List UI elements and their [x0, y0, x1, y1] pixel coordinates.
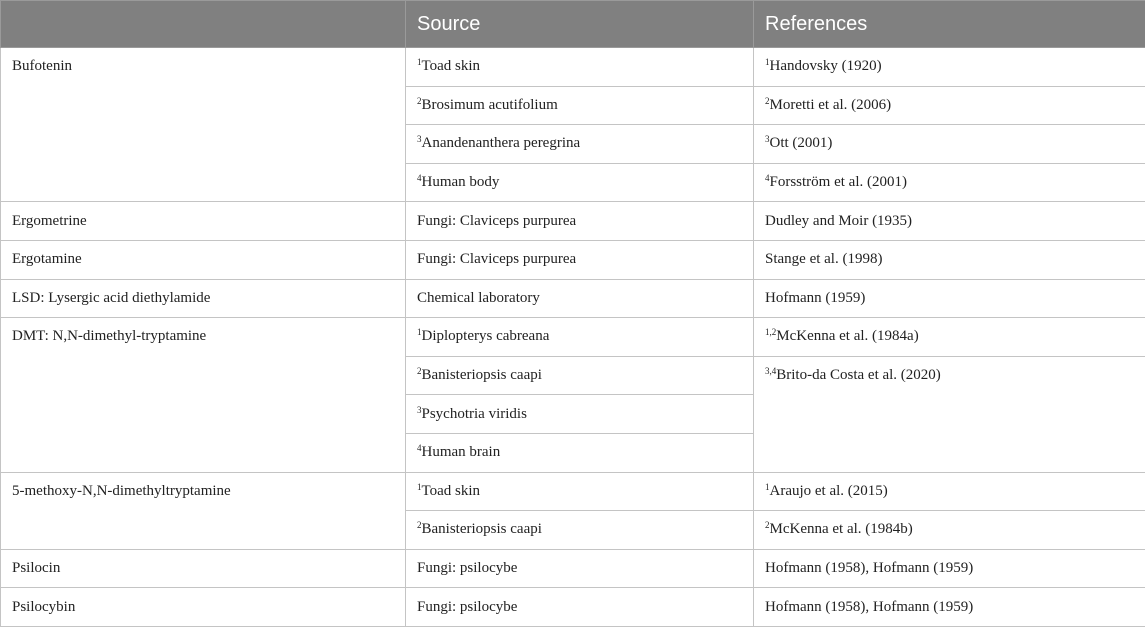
compound-name: Bufotenin	[12, 58, 72, 74]
table-row	[1, 472, 1145, 511]
reference-text: Ott (2001)	[770, 135, 833, 151]
source-cell	[406, 318, 754, 357]
footnote-marker: 1	[417, 482, 422, 492]
reference-cell	[754, 318, 1145, 357]
source-text: Diplopterys cabreana	[422, 328, 550, 344]
reference-cell	[754, 356, 1145, 472]
source-text: Toad skin	[422, 58, 481, 74]
source-cell	[406, 163, 754, 202]
table-row	[1, 318, 1145, 357]
reference-cell	[754, 511, 1145, 550]
reference-text: Brito-da Costa et al. (2020)	[776, 367, 941, 383]
source-text: Banisteriopsis caapi	[422, 521, 542, 537]
source-text: Banisteriopsis caapi	[422, 367, 542, 383]
footnote-marker: 3	[417, 134, 422, 144]
footnote-marker: 1	[417, 57, 422, 67]
source-text: Brosimum acutifolium	[422, 97, 558, 113]
table-row	[1, 588, 1145, 627]
reference-text: McKenna et al. (1984a)	[776, 328, 918, 344]
footnote-marker: 3	[765, 134, 770, 144]
header-compound	[1, 1, 406, 48]
reference-text: Handovsky (1920)	[770, 58, 882, 74]
reference-text: Araujo et al. (2015)	[770, 483, 888, 499]
compound-cell	[1, 318, 406, 472]
reference-cell	[754, 472, 1145, 511]
source-cell: Fungi: psilocybe	[406, 588, 754, 627]
footnote-marker: 1,2	[765, 327, 776, 337]
reference-cell	[754, 125, 1145, 164]
footnote-marker: 1	[765, 482, 770, 492]
source-cell	[406, 356, 754, 395]
footnote-marker: 1	[417, 327, 422, 337]
source-cell: Fungi: Claviceps purpurea	[406, 202, 754, 241]
source-cell	[406, 395, 754, 434]
header-references: References	[754, 1, 1145, 48]
reference-cell	[754, 163, 1145, 202]
compound-name: 5-methoxy-N,N-dimethyltryptamine	[12, 483, 231, 499]
reference-cell	[754, 48, 1145, 87]
source-text: Anandenanthera peregrina	[422, 135, 581, 151]
footnote-marker: 2	[417, 520, 422, 530]
footnote-marker: 1	[765, 57, 770, 67]
compound-cell: Ergometrine	[1, 202, 406, 241]
reference-cell	[754, 86, 1145, 125]
compound-cell: Psilocybin	[1, 588, 406, 627]
source-text: Toad skin	[422, 483, 481, 499]
table-row	[1, 549, 1145, 588]
reference-cell: Hofmann (1958), Hofmann (1959)	[754, 549, 1145, 588]
compound-cell: LSD: Lysergic acid diethylamide	[1, 279, 406, 318]
reference-cell: Dudley and Moir (1935)	[754, 202, 1145, 241]
source-cell: Chemical laboratory	[406, 279, 754, 318]
compound-name: DMT: N,N-dimethyl-tryptamine	[12, 328, 206, 344]
footnote-marker: 2	[765, 520, 770, 530]
reference-cell: Hofmann (1958), Hofmann (1959)	[754, 588, 1145, 627]
table-row	[1, 48, 1145, 87]
source-cell: Fungi: Claviceps purpurea	[406, 240, 754, 279]
footnote-marker: 3,4	[765, 366, 776, 376]
reference-cell: Stange et al. (1998)	[754, 240, 1145, 279]
compound-cell: Ergotamine	[1, 240, 406, 279]
source-cell	[406, 433, 754, 472]
footnote-marker: 2	[417, 366, 422, 376]
footnote-marker: 4	[417, 443, 422, 453]
source-cell	[406, 511, 754, 550]
footnote-marker: 2	[417, 96, 422, 106]
header-row	[1, 1, 1145, 48]
reference-cell: Hofmann (1959)	[754, 279, 1145, 318]
source-cell: Fungi: psilocybe	[406, 549, 754, 588]
footnote-marker: 2	[765, 96, 770, 106]
header-source: Source	[406, 1, 754, 48]
reference-text: Forsström et al. (2001)	[770, 174, 907, 190]
source-cell	[406, 472, 754, 511]
table-row	[1, 279, 1145, 318]
reference-text: Moretti et al. (2006)	[770, 97, 892, 113]
source-cell	[406, 125, 754, 164]
footnote-marker: 3	[417, 405, 422, 415]
table-row	[1, 240, 1145, 279]
source-cell	[406, 48, 754, 87]
compound-cell: Psilocin	[1, 549, 406, 588]
footnote-marker: 4	[765, 173, 770, 183]
source-text: Human body	[422, 174, 500, 190]
compound-cell	[1, 48, 406, 202]
compound-cell	[1, 472, 406, 549]
footnote-marker: 4	[417, 173, 422, 183]
source-cell	[406, 86, 754, 125]
source-text: Human brain	[422, 444, 501, 460]
reference-text: McKenna et al. (1984b)	[770, 521, 913, 537]
source-text: Psychotria viridis	[422, 406, 527, 422]
table-row	[1, 202, 1145, 241]
